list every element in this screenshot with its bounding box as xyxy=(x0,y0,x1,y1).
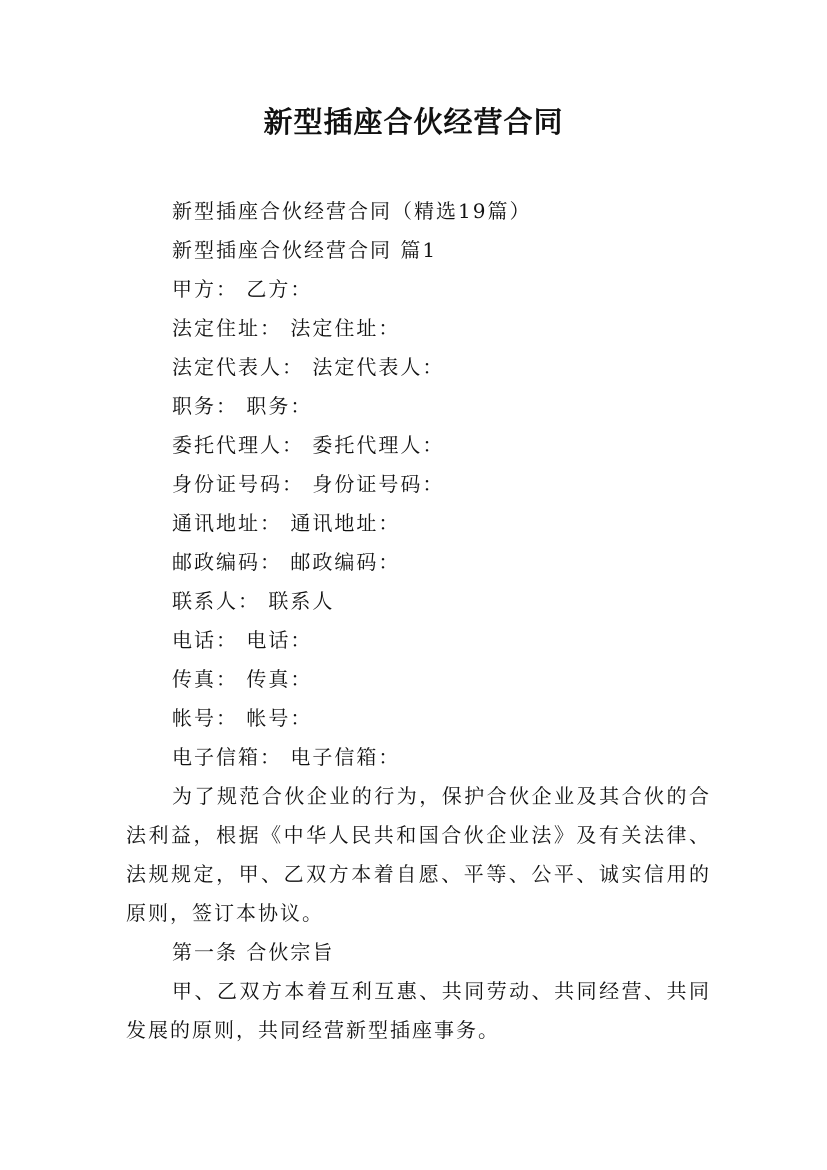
document-body xyxy=(126,192,711,1050)
party-line-mail-address: 通讯地址： 通讯地址： xyxy=(172,511,401,535)
party-line-contact: 联系人： 联系人 xyxy=(172,589,335,613)
article-heading: 第一条 合伙宗旨 xyxy=(172,940,335,964)
preamble-paragraph: 为了规范合伙企业的行为，保护合伙企业及其合伙的合法利益，根据《中华人民共和国合伙企业法》及有关法律、法规规定，甲、乙双方本着自愿、平等、公平、诚实信用的原则，签订本协议。 xyxy=(126,784,711,925)
party-line-email: 电子信箱： 电子信箱： xyxy=(172,745,401,769)
party-line-fax: 传真： 传真： xyxy=(172,667,313,691)
subtitle-line: 新型插座合伙经营合同（精选19篇） xyxy=(172,199,532,223)
party-line-position: 职务： 职务： xyxy=(172,394,313,418)
party-line-postal-code: 邮政编码： 邮政编码： xyxy=(172,550,401,574)
party-line-account: 帐号： 帐号： xyxy=(172,706,313,730)
party-line-legal-rep: 法定代表人： 法定代表人： xyxy=(172,355,445,379)
party-line-phone: 电话： 电话： xyxy=(172,628,313,652)
document-title: 新型插座合伙经营合同 xyxy=(263,105,564,139)
party-line-parties: 甲方： 乙方： xyxy=(172,277,313,301)
party-line-agent: 委托代理人： 委托代理人： xyxy=(172,433,445,457)
article-paragraph: 甲、乙双方本着互利互惠、共同劳动、共同经营、共同发展的原则，共同经营新型插座事务。 xyxy=(126,979,711,1042)
party-line-address: 法定住址： 法定住址： xyxy=(172,316,401,340)
section-heading: 新型插座合伙经营合同 篇1 xyxy=(172,238,438,262)
party-line-id-number: 身份证号码： 身份证号码： xyxy=(172,472,445,496)
